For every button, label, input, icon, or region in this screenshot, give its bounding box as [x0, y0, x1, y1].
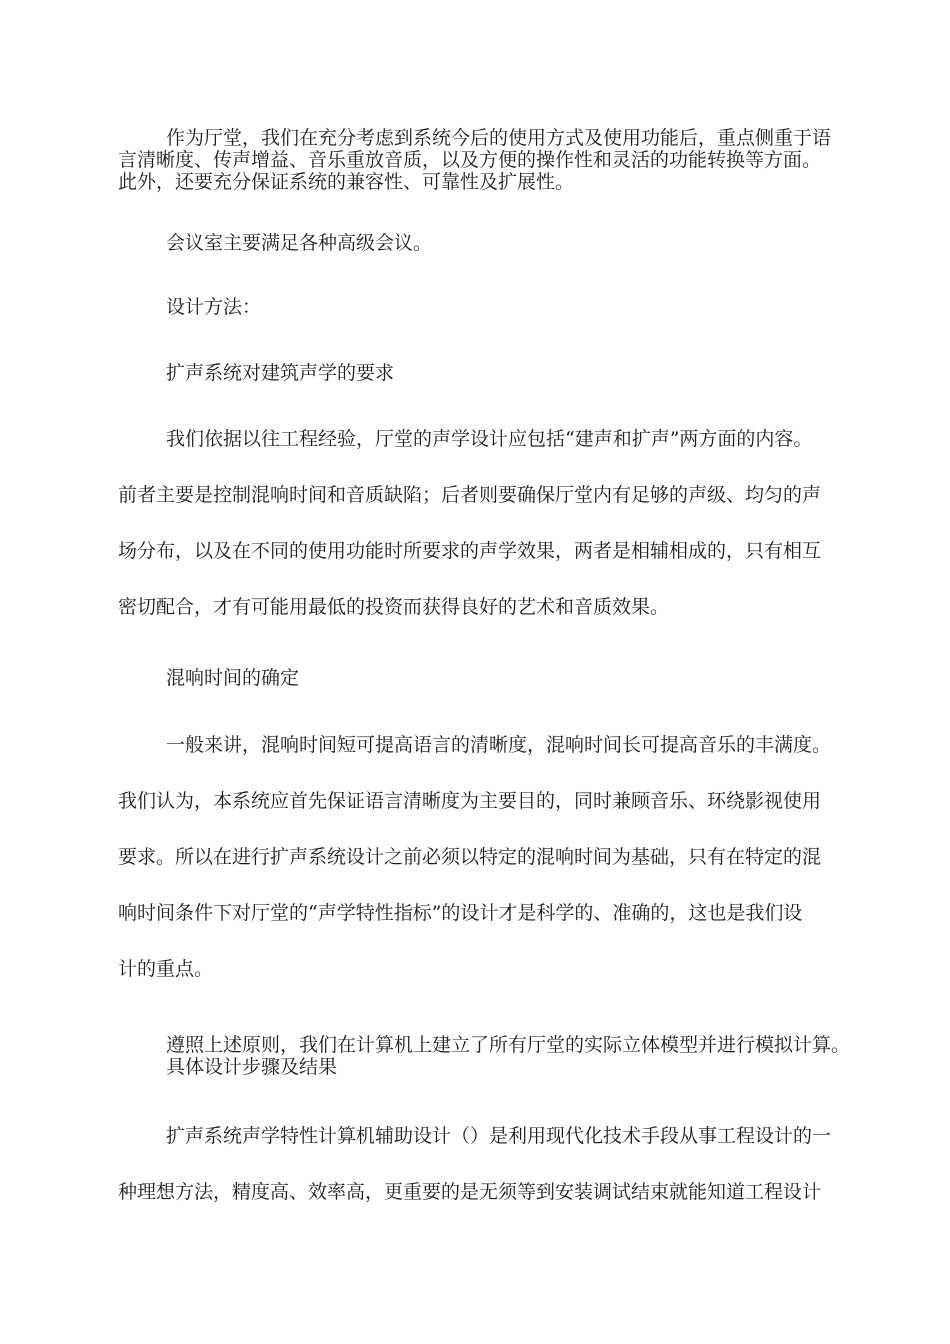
heading-reverb-time: 混响时间的确定	[166, 667, 300, 689]
text-line: 种理想方法，精度高、效率高，更重要的是无须等到安装调试结束就能知道工程设计	[118, 1181, 822, 1203]
text-line: 作为厅堂，我们在充分考虑到系统今后的使用方式及使用功能后，重点侧重于语	[166, 127, 832, 149]
text-line: 要求。所以在进行扩声系统设计之前必须以特定的混响时间为基础，只有在特定的混	[118, 846, 822, 868]
heading-architectural-acoustics: 扩声系统对建筑声学的要求	[166, 362, 395, 384]
text-line: 前者主要是控制混响时间和音质缺陷；后者则要确保厅堂内有足够的声级、均匀的声	[118, 484, 822, 506]
text-line: 响时间条件下对厅堂的“声学特性指标”的设计才是科学的、准确的，这也是我们设	[118, 902, 803, 924]
paragraph-reverb-time	[118, 734, 853, 1014]
text-line: 一般来讲，混响时间短可提高语言的清晰度，混响时间长可提高音乐的丰满度。	[166, 734, 832, 756]
paragraph-simulation	[118, 1034, 853, 1078]
text-line: 场分布，以及在不同的使用功能时所要求的声学效果，两者是相辅相成的，只有相互	[118, 540, 822, 562]
paragraph-meeting-room: 会议室主要满足各种高级会议。	[166, 232, 433, 254]
text-line: 密切配合，才有可能用最低的投资而获得良好的艺术和音质效果。	[118, 596, 670, 618]
text-line: 言清晰度、传声增益、音乐重放音质，以及方便的操作性和灵活的功能转换等方面。	[118, 149, 822, 171]
paragraph-hall-design-focus	[118, 127, 853, 193]
text-line: 扩声系统声学特性计算机辅助设计（）是利用现代化技术手段从事工程设计的一	[166, 1125, 832, 1147]
paragraph-cad-design	[118, 1125, 853, 1237]
heading-design-method: 设计方法：	[166, 296, 262, 318]
text-line: 具体设计步骤及结果	[166, 1056, 338, 1078]
text-line: 计的重点。	[118, 958, 214, 980]
paragraph-acoustic-design	[118, 428, 853, 652]
text-line: 我们依据以往工程经验，厅堂的声学设计应包括“建声和扩声”两方面的内容。	[166, 428, 813, 450]
text-line: 遵照上述原则，我们在计算机上建立了所有厅堂的实际立体模型并进行模拟计算。	[166, 1034, 851, 1056]
text-line: 此外，还要充分保证系统的兼容性、可靠性及扩展性。	[118, 171, 575, 193]
text-line: 我们认为，本系统应首先保证语言清晰度为主要目的，同时兼顾音乐、环绕影视使用	[118, 790, 822, 812]
